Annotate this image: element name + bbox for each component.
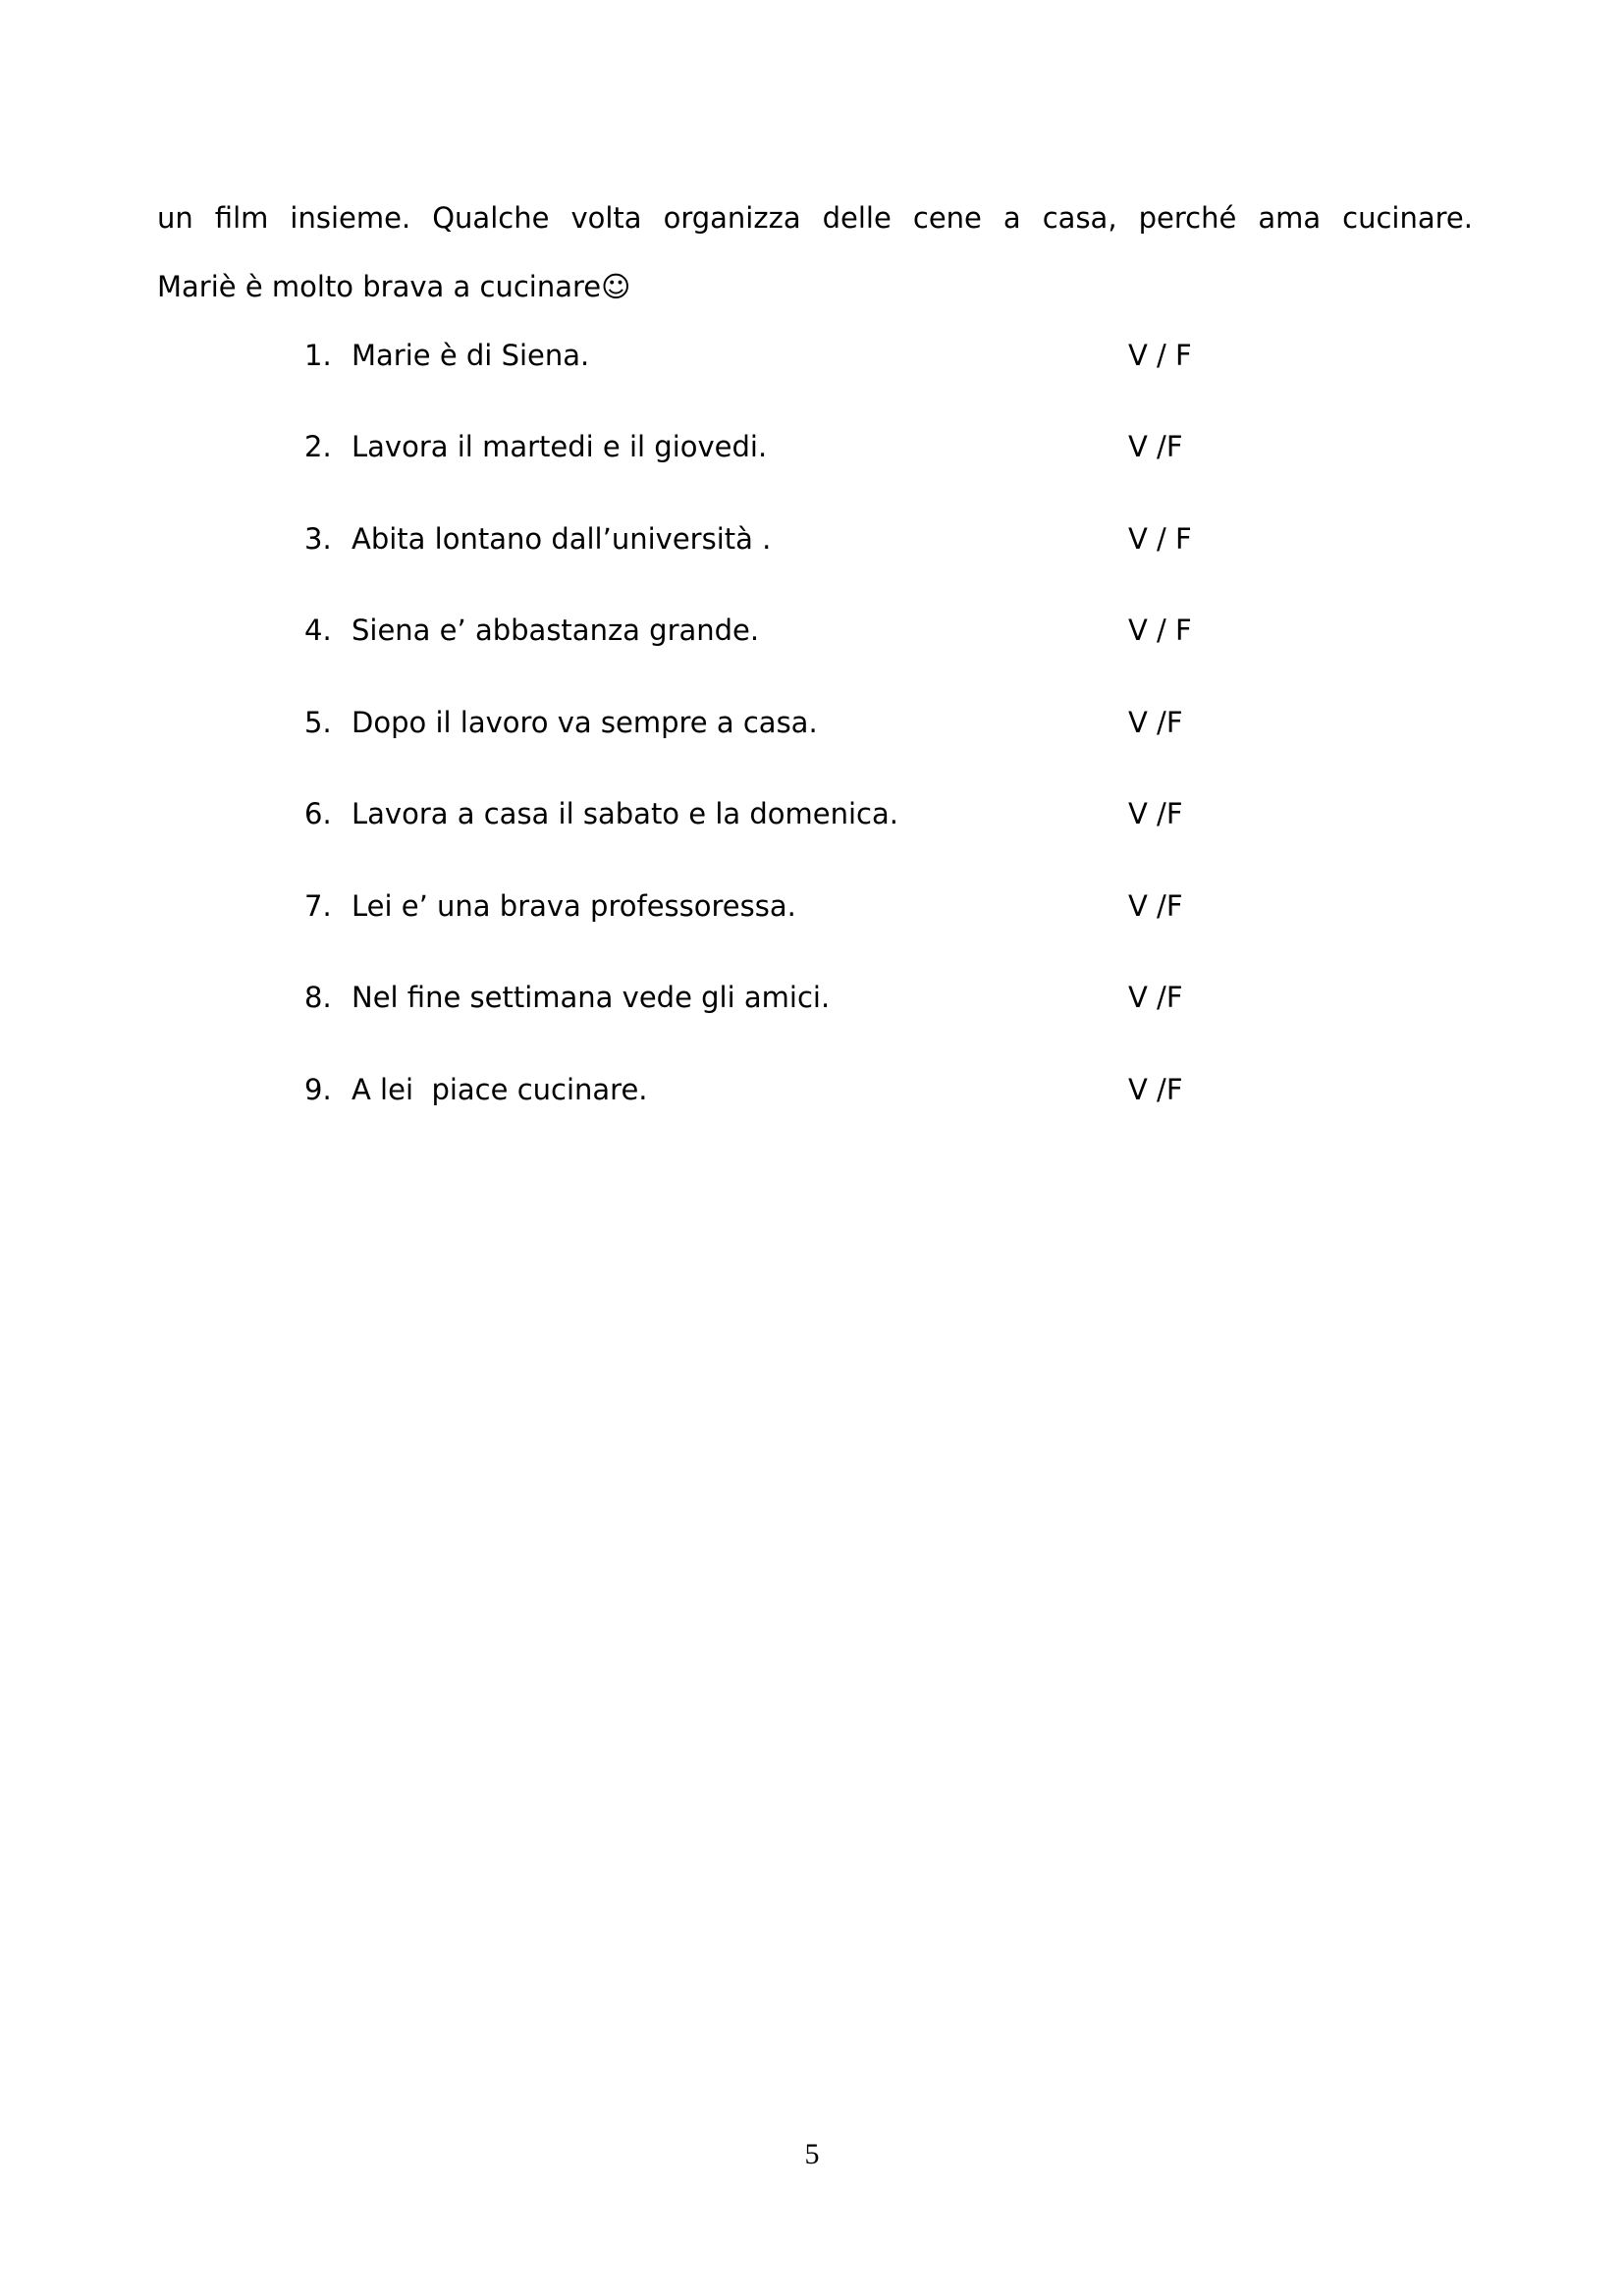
true-false-options: V /F — [1128, 1072, 1183, 1106]
question-number: 1. — [304, 338, 332, 372]
question-statement: Nel fine settimana vede gli amici. — [352, 981, 831, 1015]
passage-line: Mariè è molto brava a cucinare☺ — [157, 270, 631, 303]
question-statement: Lavora a casa il sabato e la domenica. — [352, 797, 898, 831]
question-number: 9. — [304, 1072, 332, 1106]
question-statement: Abita lontano dall’università . — [352, 521, 772, 556]
question-number: 8. — [304, 981, 332, 1015]
true-false-options: V /F — [1128, 705, 1183, 739]
question-statement: A lei piace cucinare. — [352, 1072, 648, 1106]
question-statement: Lei e’ una brava professoressa. — [352, 888, 796, 923]
question-item — [304, 309, 1286, 401]
true-false-options: V /F — [1128, 430, 1183, 464]
question-statement: Dopo il lavoro va sempre a casa. — [352, 705, 818, 739]
question-statement: Marie è di Siena. — [352, 338, 590, 372]
true-false-options: V /F — [1128, 888, 1183, 923]
question-number: 6. — [304, 797, 332, 831]
question-number: 2. — [304, 430, 332, 464]
true-false-options: V / F — [1128, 521, 1192, 556]
question-statement: Siena e’ abbastanza grande. — [352, 614, 760, 648]
question-statement: Lavora il martedi e il giovedi. — [352, 430, 768, 464]
question-number: 7. — [304, 888, 332, 923]
passage-line: un film insieme. Qualche volta organizza delle cene a casa, perché ama cucinare. — [157, 201, 1473, 235]
question-item — [304, 676, 1286, 769]
question-item — [304, 401, 1286, 494]
question-item — [304, 585, 1286, 677]
question-item — [304, 769, 1286, 861]
true-false-options: V / F — [1128, 338, 1192, 372]
question-item — [304, 952, 1286, 1044]
question-item — [304, 493, 1286, 585]
true-false-options: V /F — [1128, 797, 1183, 831]
question-item — [304, 1043, 1286, 1136]
true-false-options: V /F — [1128, 981, 1183, 1015]
true-false-question-list — [304, 309, 1286, 1136]
question-number: 4. — [304, 614, 332, 648]
question-number: 3. — [304, 521, 332, 556]
page-number: 5 — [804, 2138, 820, 2170]
reading-passage — [157, 184, 1473, 321]
question-number: 5. — [304, 705, 332, 739]
question-item — [304, 860, 1286, 952]
true-false-options: V / F — [1128, 614, 1192, 648]
